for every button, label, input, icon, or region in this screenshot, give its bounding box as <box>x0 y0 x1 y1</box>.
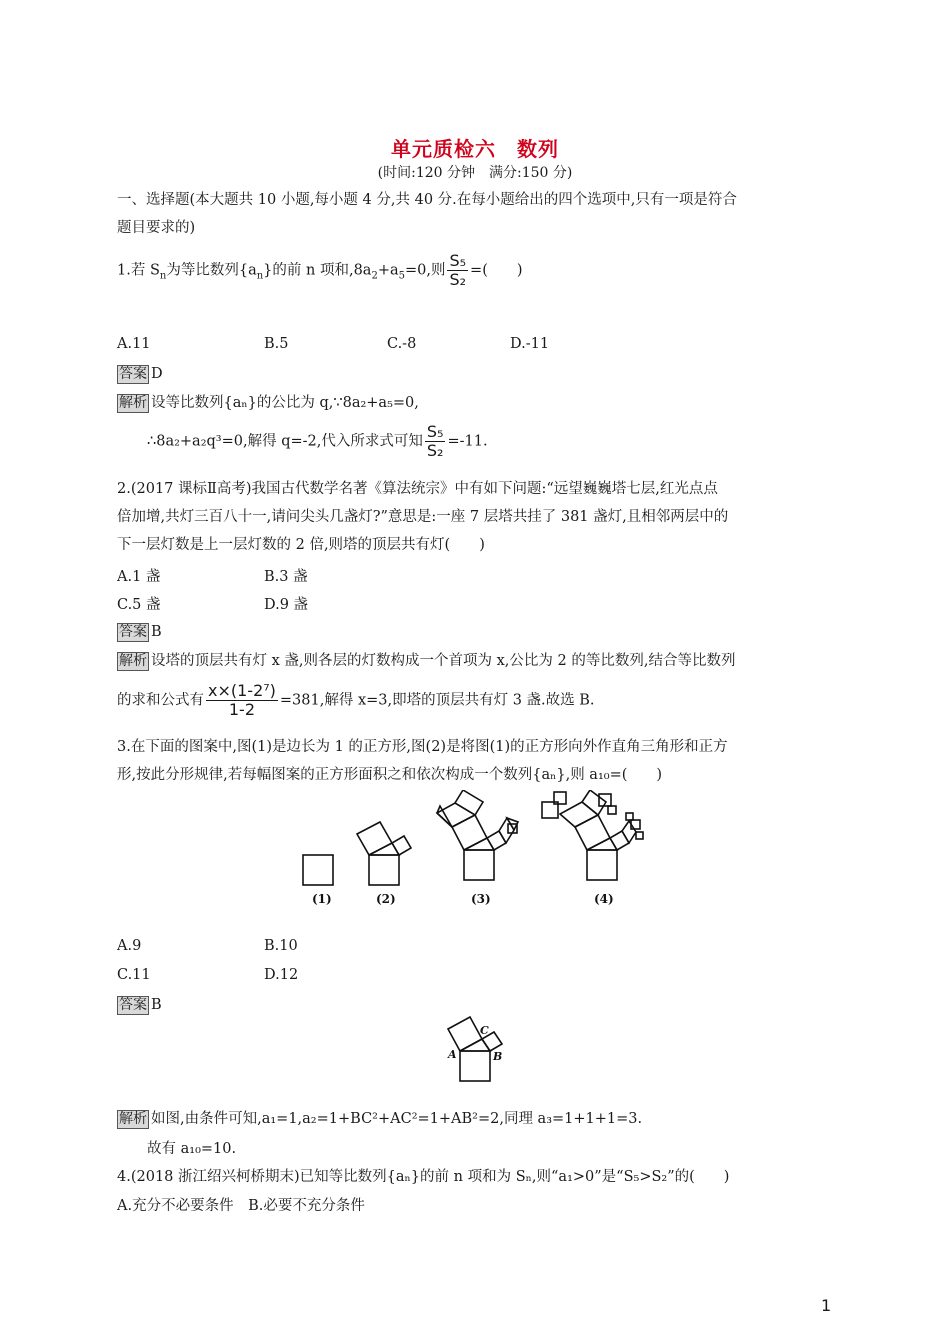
q3-option-b: B.10 <box>264 938 298 954</box>
fig2-tree <box>357 822 411 885</box>
point-c-label: C <box>480 1024 489 1037</box>
q2-analysis-line1: 解析 设塔的顶层共有灯 x 盏,则各层的灯数构成一个首项为 x,公比为 2 的等比数列,结合等比数列 <box>119 653 736 669</box>
q1-analysis-fraction: $\frac{\text{S₅}}{\text{S₂}}$ <box>426 422 444 460</box>
q2-stem-line3: 下一层灯数是上一层灯数的 2 倍,则塔的顶层共有灯( ) <box>117 537 485 553</box>
fig-label-3: (3) <box>471 892 491 906</box>
point-a-label: A <box>448 1048 457 1061</box>
analysis-badge: 解析 <box>119 653 147 669</box>
section-heading: 一、选择题(本大题共 10 小题,每小题 4 分,共 40 分.在每小题给出的四个选项中,只有一项是符合 <box>117 192 737 208</box>
q3-analysis-line2: 故有 a₁₀=10. <box>147 1141 237 1157</box>
q3-analysis-line1: 解析 如图,由条件可知,a₁=1,a₂=1+BC²+AC²=1+AB²=2,同理 a₃=1+1+1=3. <box>119 1111 643 1127</box>
q1-option-a: A.11 <box>117 336 151 352</box>
q2-option-c: C.5 盏 <box>117 597 161 613</box>
section-heading-cont: 题目要求的) <box>117 220 196 236</box>
q1-fraction: $\frac{\text{S₅}}{\text{S₂}}$ <box>449 251 467 289</box>
q1-option-c: C.-8 <box>387 336 417 352</box>
q1-analysis-line1: 解析 设等比数列{aₙ}的公比为 q,∵8a₂+a₅=0, <box>119 395 419 411</box>
point-b-label: B <box>493 1050 503 1063</box>
answer-badge: 答案 <box>119 624 147 640</box>
fig1-square <box>303 855 333 885</box>
page-number: 1 <box>821 1296 832 1315</box>
q1-analysis-line2: ∴8a₂+a₂q³=0,解得 q=-2,代入所求式可知 $\frac{\text{S₅}}{\text{S₂}}$ =-11. <box>147 422 488 460</box>
q2-analysis-line2: 的求和公式有 $\frac{\text{x×(1-2⁷)}}{1-2}$ =381,解得 x=3,即塔的顶层共有灯 3 盏.故选 B. <box>117 681 595 719</box>
analysis-badge: 解析 <box>119 1111 147 1127</box>
q3-option-c: C.11 <box>117 967 151 983</box>
fig-label-1: (1) <box>312 892 332 906</box>
q3-answer: 答案 B <box>119 997 162 1013</box>
q4-options-ab: A.充分不必要条件 B.必要不充分条件 <box>117 1198 365 1214</box>
q2-option-a: A.1 盏 <box>117 569 161 585</box>
q1-option-b: B.5 <box>264 336 289 352</box>
page-title: 单元质检六 数列 <box>391 137 559 161</box>
answer-badge: 答案 <box>119 997 147 1013</box>
q3-stem-line2: 形,按此分形规律,若每幅图案的正方形面积之和依次构成一个数列{aₙ},则 a₁₀=( ) <box>117 767 663 783</box>
fig-label-2: (2) <box>376 892 396 906</box>
fig4-tree <box>542 790 643 880</box>
fractal-figures <box>290 790 670 915</box>
answer-badge: 答案 <box>119 366 147 382</box>
fig3-tree <box>437 790 518 880</box>
q3-option-a: A.9 <box>117 938 142 954</box>
q3-stem-line1: 3.在下面的图案中,图(1)是边长为 1 的正方形,图(2)是将图(1)的正方形向外作直角三角形和正方 <box>117 739 728 755</box>
q2-stem-line1: 2.(2017 课标Ⅱ高考)我国古代数学名著《算法统宗》中有如下问题:“远望巍巍塔七层,红光点点 <box>117 481 718 497</box>
q3-option-d: D.12 <box>264 967 299 983</box>
fig-label-4: (4) <box>594 892 614 906</box>
analysis-badge: 解析 <box>119 395 147 411</box>
q4-stem: 4.(2018 浙江绍兴柯桥期末)已知等比数列{aₙ}的前 n 项和为 Sₙ,则“a₁>0”是“S₅>S₂”的( ) <box>117 1169 730 1185</box>
q2-option-d: D.9 盏 <box>264 597 309 613</box>
q1-stem: 1.若 $S_n$为等比数列$\{a_n\}$的前 n 项和$,8a_2+a_5=0$,则 $\frac{\text{S₅}}{\text{S₂}}$ =( ) <box>117 251 523 289</box>
q1-option-d: D.-11 <box>510 336 550 352</box>
q1-answer: 答案 D <box>119 366 163 382</box>
q2-answer: 答案 B <box>119 624 162 640</box>
q3-analysis-diagram <box>440 1012 510 1087</box>
exam-time-score: (时间:120 分钟 满分:150 分) <box>377 165 573 181</box>
q2-stem-line2: 倍加增,共灯三百八十一,请问尖头几盏灯?”意思是:一座 7 层塔共挂了 381 盏灯,且相邻两层中的 <box>117 509 729 525</box>
q2-option-b: B.3 盏 <box>264 569 308 585</box>
q2-analysis-fraction: $\frac{\text{x×(1-2⁷)}}{1-2}$ <box>208 681 276 719</box>
